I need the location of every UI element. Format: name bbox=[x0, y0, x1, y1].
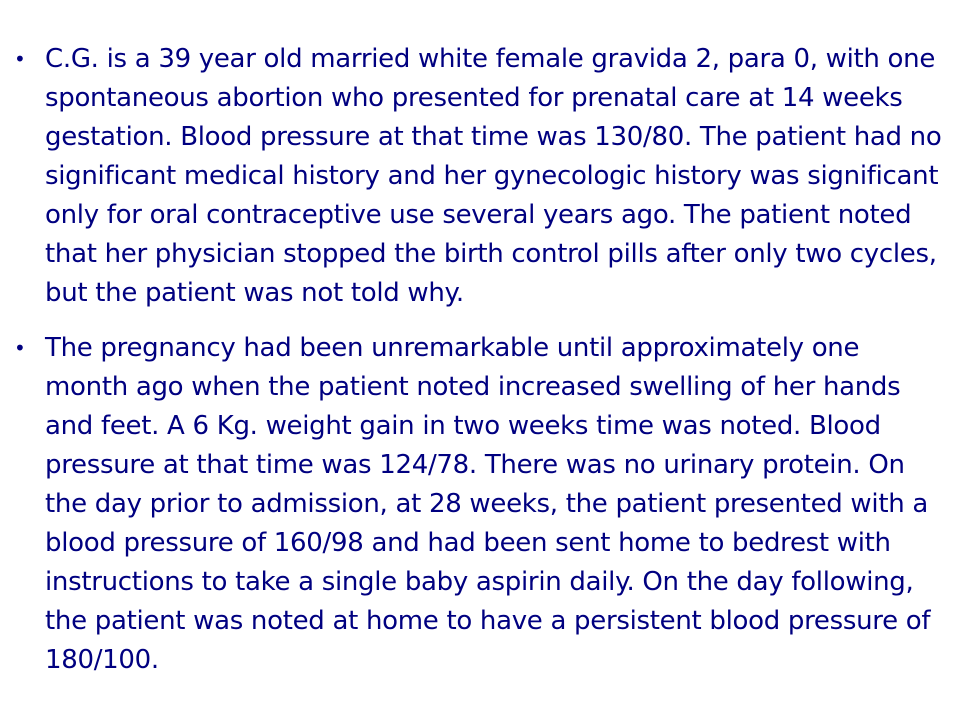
bullet-list bbox=[0, 40, 960, 696]
bullet-dot-icon: • bbox=[14, 47, 26, 71]
bullet-text-history: C.G. is a 39 year old married white female gravida 2, para 0, with one spontaneous abortion who presented for prenatal care at 14 weeks gestation. Blood pressure at that time was 130/80. The patient had no significant medical history and her gynecologic history was significant only for oral contraceptive use several years ago. The patient noted that her physician stopped the birth control pills after only two cycles, but the patient was not told why. bbox=[45, 44, 942, 308]
bullet-item-pregnancy bbox=[0, 329, 960, 680]
bullet-dot-icon: • bbox=[14, 336, 26, 360]
bullet-item-history bbox=[0, 40, 960, 313]
bullet-text-pregnancy: The pregnancy had been unremarkable until approximately one month ago when the patient noted increased swelling of her hands and feet. A 6 Kg. weight gain in two weeks time was noted. Blood pressure at that time was 124/78. There was no urinary protein. On the day prior to admission, at 28 weeks, the patient presented with a blood pressure of 160/98 and had been sent home to bedrest with instructions to take a single baby aspirin daily. On the day following, the patient was noted at home to have a persistent blood pressure of 180/100. bbox=[45, 333, 931, 675]
